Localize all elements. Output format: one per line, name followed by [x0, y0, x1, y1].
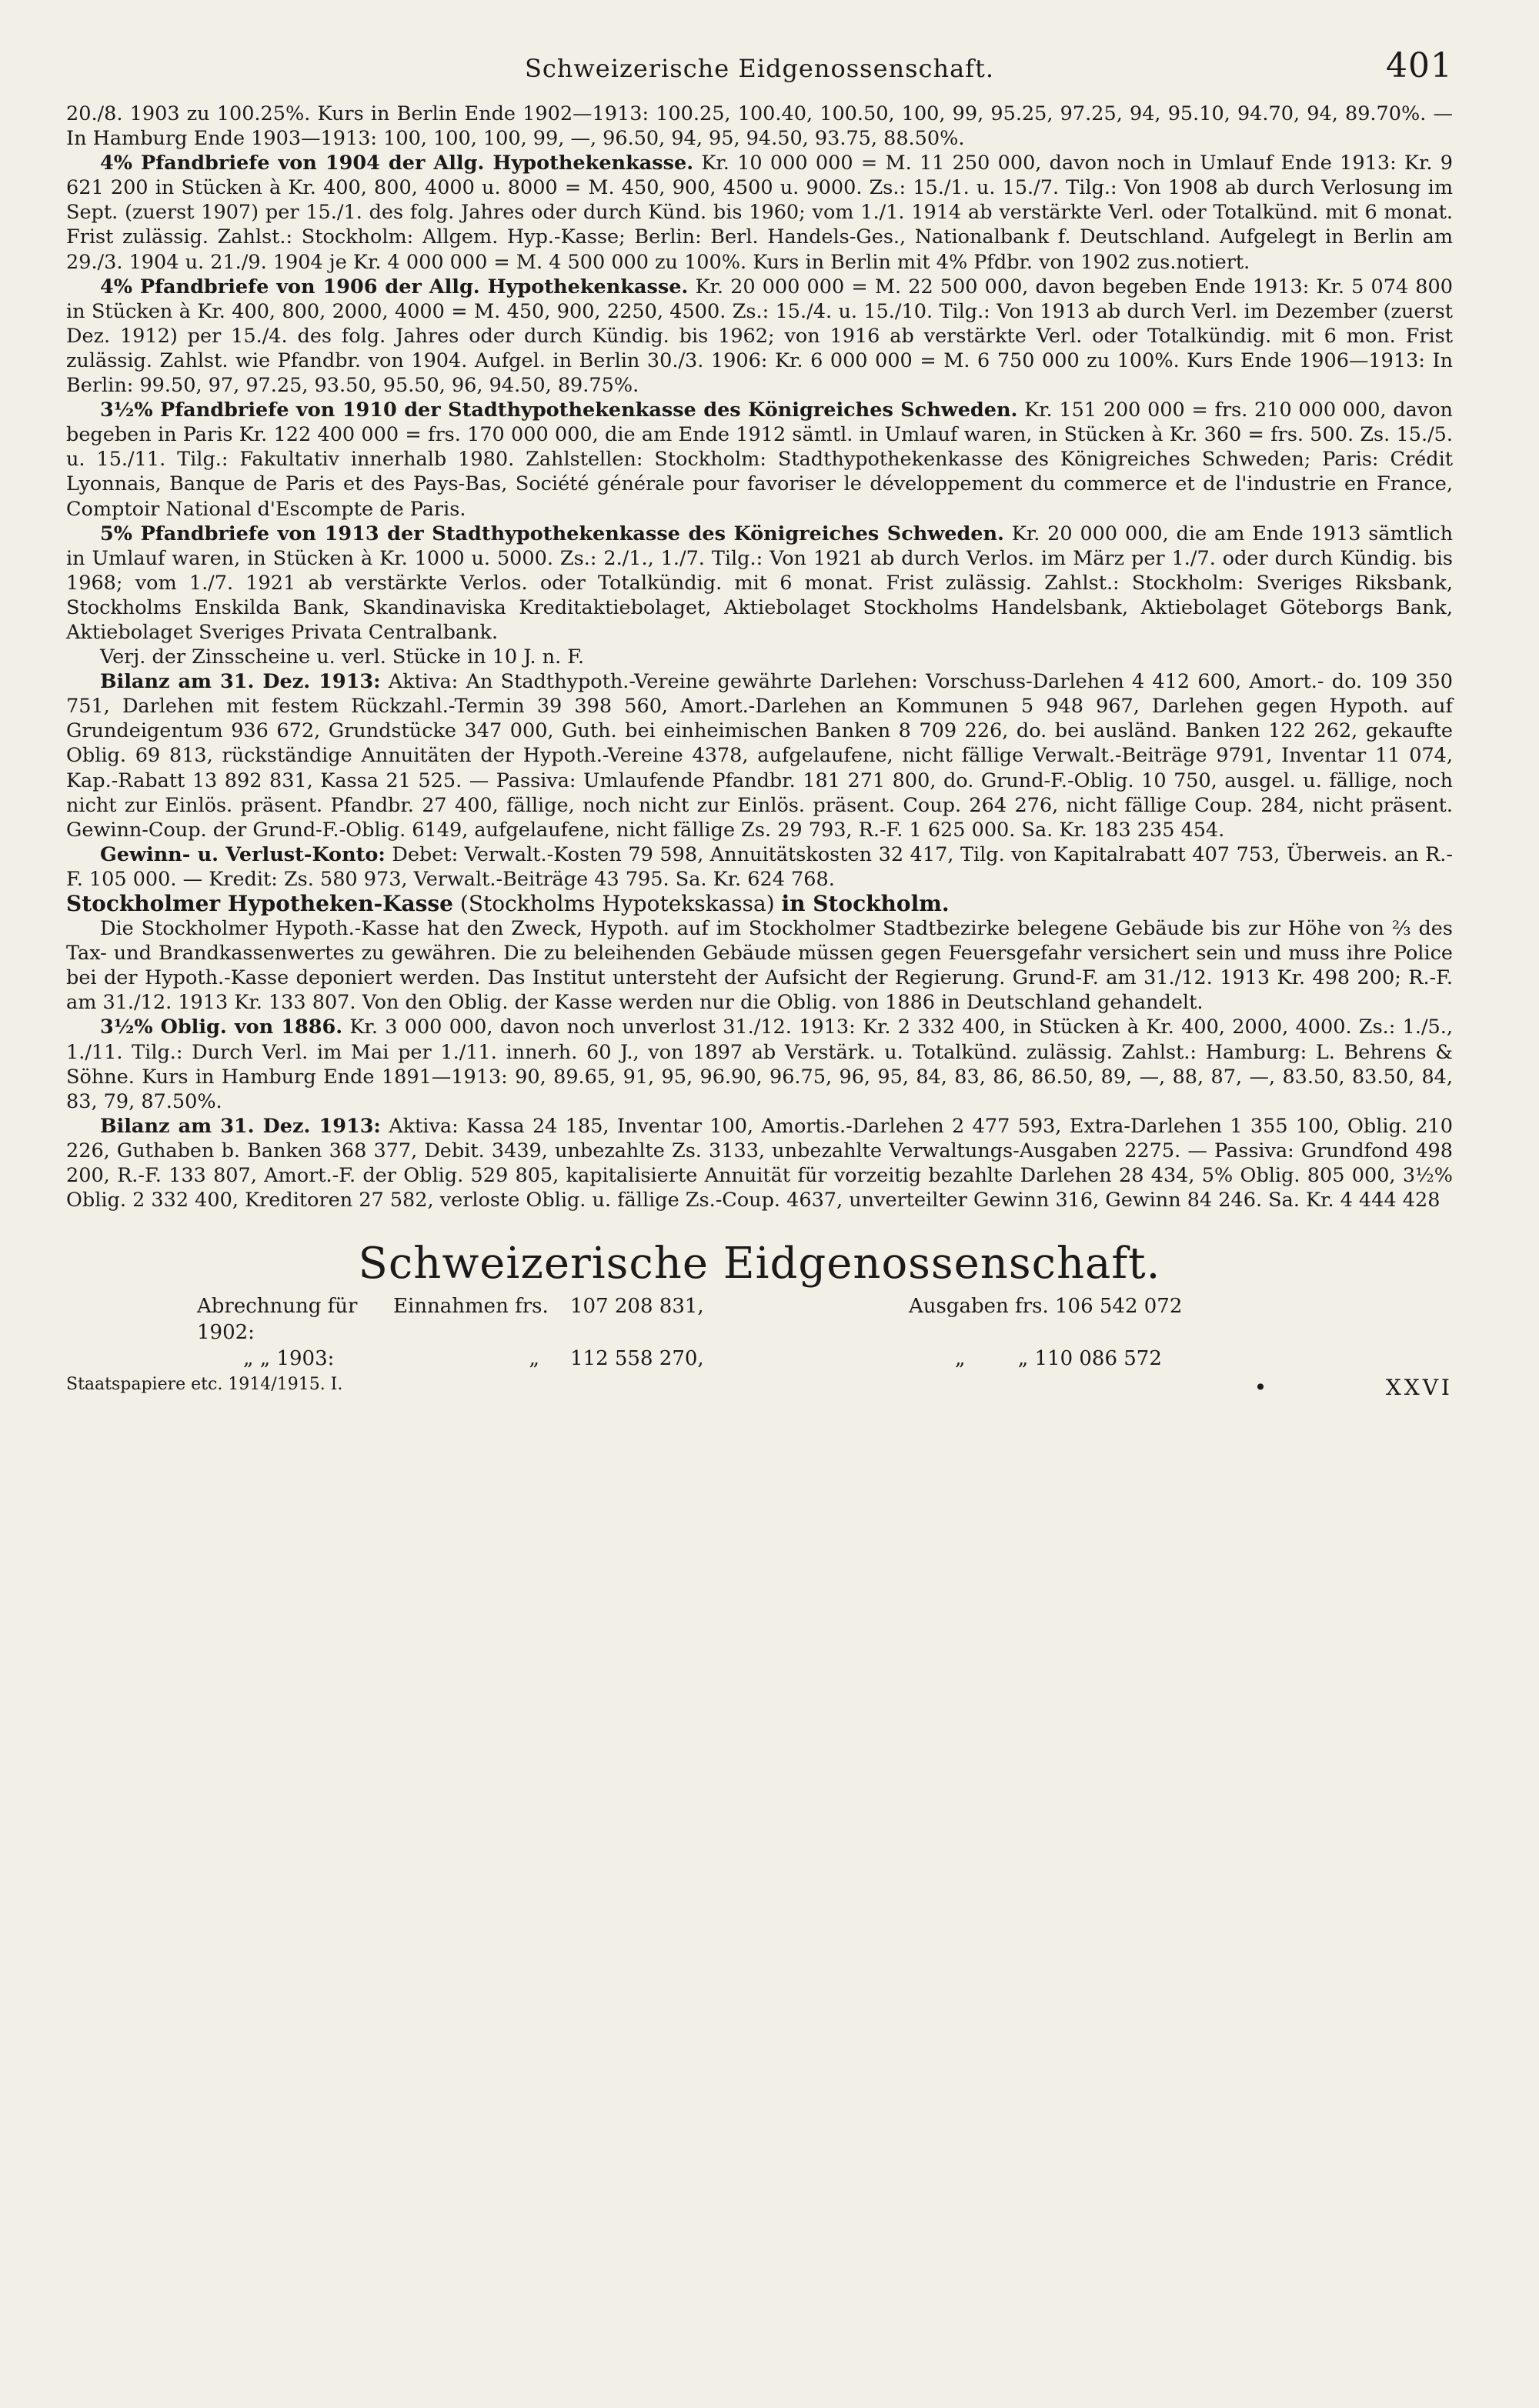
income-value: 107 208 831, [570, 1295, 704, 1319]
paragraph [66, 102, 1453, 151]
page-number: 401 [1386, 46, 1453, 85]
expense-label: „ [955, 1347, 966, 1371]
paragraph [66, 645, 1453, 669]
paragraph-text: Kr. 3 000 000, davon noch unverlost 31./12. 1913: Kr. 2 332 400, in Stücken à Kr. 400, 2000, 4000. Zs.: 1./5., 1./11. Tilg.: Durch Verl. im Mai per 1./11. innerh. 60 J., von 1897 ab Verstärk. u. Totalkünd. zulässig. Zahlst.: Hamburg: L. Behrens & Söhne. Kurs in Hamburg Ende 1891—1913: 90, 89.65, 91, 95, 96.90, 96.75, 96, 95, 84, 83, 86, 86.50, 89, —, 88, 87, —, 83.50, 83.50, 84, 83, 79, 87.50%. [66, 1016, 1453, 1113]
paragraph [66, 669, 1453, 842]
income-label: „ [529, 1347, 539, 1371]
footer-bullet: • [1254, 1375, 1267, 1401]
income-label: Einnahmen frs. [393, 1295, 549, 1319]
expense-value: „ 110 086 572 [1017, 1347, 1162, 1371]
paragraph-lead: 3½% Oblig. von 1886. [100, 1016, 343, 1039]
paragraph [66, 151, 1453, 274]
paragraph-lead: Bilanz am 31. Dez. 1913: [100, 1114, 381, 1138]
paragraph-lead: 4% Pfandbriefe von 1904 der Allg. Hypothekenkasse. [100, 152, 694, 175]
paragraph-text: Debet: Verwalt.-Kosten 79 598, Annuitätskosten 32 417, Tilg. von Kapitalrabatt 407 753, Überweis. an R.-F. 105 000. — Kredit: Zs. 580 973, Verwalt.-Beiträge 43 795. Sa. Kr. 624 768. [66, 842, 1454, 891]
expense-label: Ausgaben frs. [909, 1295, 1049, 1319]
signature-mark: XXVI [1385, 1375, 1453, 1401]
main-text [66, 102, 1453, 1212]
expense-cell [909, 1346, 1278, 1372]
accounts-row [197, 1346, 1453, 1372]
accounts-label: Abrechnung für 1902: [197, 1295, 358, 1345]
section-title: Schweizerische Eidgenossenschaft. [358, 1239, 1161, 1289]
paragraph-text: Kr. 20 000 000 = M. 22 500 000, davon begeben Ende 1913: Kr. 5 074 800 in Stücken à Kr. 400, 800, 2000, 4000 = M. 450, 900, 2250, 4500. Zs.: 15./4. u. 15./10. Tilg.: Von 1913 ab durch Verl. im Dezember (zuerst Dez. 1912) per 15./4. des folg. Jahres oder durch Kündig. bis 1962; von 1916 ab verstärkte Verl. oder Totalkündig. mit 6 mon. Frist zulässig. Zahlst. wie Pfandbr. von 1904. Aufgel. in Berlin 30./3. 1906: Kr. 6 000 000 = M. 6 750 000 zu 100%. Kurs Ende 1906—1913: In Berlin: 99.50, 97, 97.25, 93.50, 95.50, 96, 94.50, 89.75%. [66, 275, 1453, 398]
expense-value: 106 542 072 [1054, 1295, 1183, 1319]
expense-cell [909, 1293, 1278, 1346]
section-heading [66, 892, 1453, 916]
paragraph-text: Aktiva: An Stadthypoth.-Vereine gewährte Darlehen: Vorschuss-Darlehen 4 412 600, Amort.- do. 109 350 751, Darlehen mit festem Rückzahl.-Termin 39 398 560, Amort.-Darlehen an Kommunen 5 948 967, Darlehen gegen Hypoth. auf Grundeigentum 936 672, Grundstücke 347 000, Guth. bei einheimischen Banken 8 709 226, do. bei ausländ. Banken 122 262, gekaufte Oblig. 69 813, rückständige Annuitäten der Hypoth.-Vereine 4378, aufgelaufene, nicht fällige Verwalt.-Beiträge 9791, Inventar 11 074, Kap.-Rabatt 13 892 831, Kassa 21 525. — Passiva: Umlaufende Pfandbr. 181 271 800, do. Grund-F.-Oblig. 10 750, ausgel. u. fällige, noch nicht zur Einlös. präsent. Pfandbr. 27 400, fällige, noch nicht zur Einlös. präsent. Coup. 264 276, nicht fällige Coup. 284, nicht präsent. Gewinn-Coup. der Grund-F.-Oblig. 6149, aufgelaufene, nicht fällige Zs. 29 793, R.-F. 1 625 000. Sa. Kr. 183 235 454. [66, 670, 1453, 842]
paragraph-lead: Bilanz am 31. Dez. 1913: [100, 670, 381, 694]
paragraph [66, 398, 1453, 521]
footer-source: Staatspapiere etc. 1914/1915. I. [66, 1375, 343, 1395]
paragraph-lead: 5% Pfandbriefe von 1913 der Stadthypothekenkasse des Königreiches Schweden. [100, 522, 1004, 545]
paragraph-lead: 4% Pfandbriefe von 1906 der Allg. Hypothekenkasse. [100, 275, 689, 298]
page-footer [66, 1375, 1453, 1400]
section-heading-end: in Stockholm. [781, 891, 950, 916]
paragraph-text: Kr. 151 200 000 = frs. 210 000 000, davon begeben in Paris Kr. 122 400 000 = frs. 170 000 000, die am Ende 1912 sämtl. in Umlauf waren, in Stücken à Kr. 360 = frs. 500. Zs. 15./5. u. 15./11. Tilg.: Fakultativ innerhalb 1980. Zahlstellen: Stockholm: Stadthypothekenkasse des Königreiches Schweden; Paris: Crédit Lyonnais, Banque de Paris et des Pays-Bas, Société générale pour favoriser le développement du commerce et de l'industrie en France, Comptoir National d'Escompte de Paris. [66, 399, 1453, 521]
paragraph [66, 1015, 1453, 1113]
paragraph-text: Kr. 10 000 000 = M. 11 250 000, davon noch in Umlauf Ende 1913: Kr. 9 621 200 in Stücken à Kr. 400, 800, 4000 u. 8000 = M. 450, 900, 4500 u. 9000. Zs.: 15./1. u. 15./7. Tilg.: Von 1908 ab durch Verlosung im Sept. (zuerst 1907) per 15./1. des folg. Jahres oder durch Künd. bis 1960; vom 1./1. 1914 ab verstärkte Verl. oder Totalkünd. mit 6 monat. Frist zulässig. Zahlst.: Stockholm: Allgem. Hyp.-Kasse; Berlin: Berl. Handels-Ges., Nationalbank f. Deutschland. Aufgelegt in Berlin am 29./3. 1904 u. 21./9. 1904 je Kr. 4 000 000 = M. 4 500 000 zu 100%. Kurs in Berlin mit 4% Pfdbr. von 1902 zus.notiert. [66, 152, 1453, 274]
accounts-summary [197, 1293, 1453, 1372]
accounts-row [197, 1293, 1453, 1346]
paragraph-lead: Gewinn- u. Verlust-Konto: [100, 842, 386, 866]
paragraph-text: Verj. der Zinsscheine u. verl. Stücke in 10 J. n. F. [100, 645, 585, 669]
accounts-label: „ „ 1903: [243, 1347, 335, 1371]
paragraph [66, 522, 1453, 645]
page-header-title: Schweizerische Eidgenossenschaft. [524, 54, 995, 83]
paragraph-text: Die Stockholmer Hypoth.-Kasse hat den Zweck, Hypoth. auf im Stockholmer Stadtbezirke belegene Gebäude bis zur Höhe von ⅔ des Tax- und Brandkassenwertes zu gewähren. Die zu beleihenden Gebäude müssen gegen Feuersgefahr versichert sein und muss ihre Police bei der Hypoth.-Kasse deponiert werden. Das Institut untersteht der Aufsicht der Regierung. Grund-F. am 31./12. 1913 Kr. 498 200; R.-F. am 31./12. 1913 Kr. 133 807. Von den Oblig. der Kasse werden nur die Oblig. von 1886 in Deutschland gehandelt. [66, 917, 1453, 1015]
paragraph [66, 275, 1453, 398]
paragraph-text: Aktiva: Kassa 24 185, Inventar 100, Amortis.-Darlehen 2 477 593, Extra-Darlehen 1 355 100, Oblig. 210 226, Guthaben b. Banken 368 377, Debit. 3439, unbezahlte Zs. 3133, unbezahlte Verwaltungs-Ausgaben 2275. — Passiva: Grundfond 498 200, R.-F. 133 807, Amort.-F. der Oblig. 529 805, kapitalisierte Annuität für vorzeitig bezahlte Darlehen 28 434, 5% Oblig. 805 000, 3½% Oblig. 2 332 400, Kreditoren 27 582, verloste Oblig. u. fällige Zs.-Coup. 4637, unverteilter Gewinn 316, Gewinn 84 246. Sa. Kr. 4 444 428 [66, 1114, 1453, 1212]
income-value: 112 558 270, [570, 1347, 704, 1371]
paragraph [66, 842, 1453, 892]
running-head [66, 46, 1453, 102]
section-heading-sub: (Stockholms Hypotekskassa) [453, 891, 782, 916]
section-heading-main: Stockholmer Hypotheken-Kasse [66, 891, 453, 916]
paragraph-text: 20./8. 1903 zu 100.25%. Kurs in Berlin Ende 1902—1913: 100.25, 100.40, 100.50, 100, 99, 95.25, 97.25, 94, 95.10, 94.70, 94, 89.70%. — In Hamburg Ende 1903—1913: 100, 100, 100, 99, —, 96.50, 94, 95, 94.50, 93.75, 88.50%. [66, 102, 1453, 151]
paragraph-lead: 3½% Pfandbriefe von 1910 der Stadthypothekenkasse des Königreiches Schweden. [100, 399, 1018, 422]
paragraph [66, 1114, 1453, 1212]
paragraph [66, 916, 1453, 1015]
paragraph-text: Kr. 20 000 000, die am Ende 1913 sämtlich in Umlauf waren, in Stücken à Kr. 1000 u. 5000. Zs.: 2./1., 1./7. Tilg.: Von 1921 ab durch Verlos. im März per 1./7. oder durch Kündig. bis 1968; vom 1./7. 1921 ab verstärkte Verlos. oder Totalkündig. mit 6 monat. Frist zulässig. Zahlst.: Stockholm: Sveriges Riksbank, Stockholms Enskilda Bank, Skandinaviska Kreditaktiebolaget, Aktiebolaget Stockholms Handelsbank, Aktiebolaget Göteborgs Bank, Aktiebolaget Sveriges Privata Centralbank. [66, 522, 1453, 644]
